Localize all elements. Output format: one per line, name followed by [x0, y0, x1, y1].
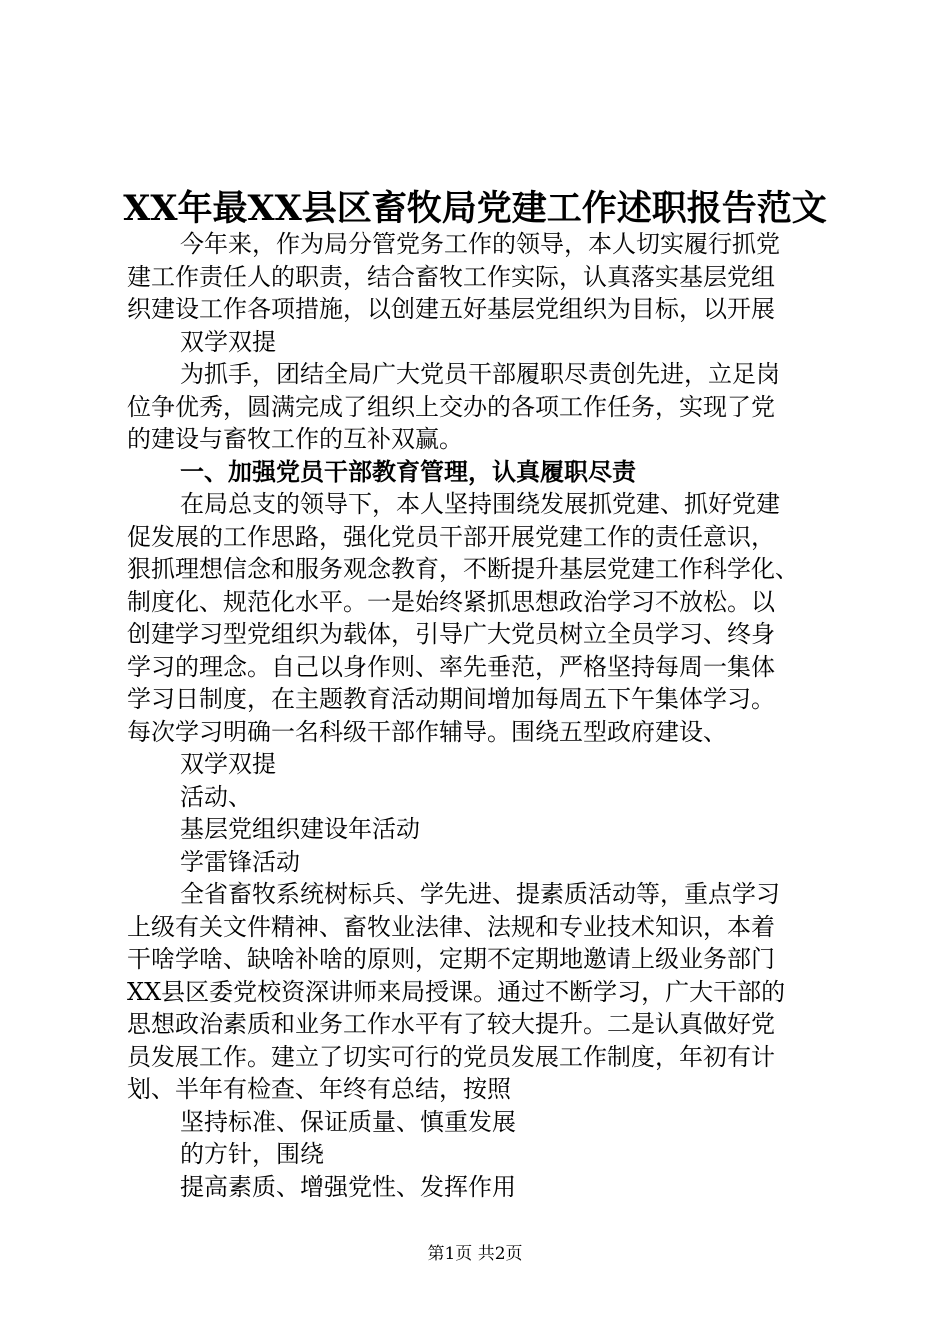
- paragraph-line: XX县区委党校资深讲师来局授课。通过不断学习，广大干部的: [127, 977, 786, 1006]
- paragraph-line: 全省畜牧系统树标兵、学先进、提素质活动等，重点学习: [180, 880, 780, 908]
- paragraph-line: 干啥学啥、缺啥补啥的原则，定期不定期地邀请上级业务部门: [127, 945, 775, 973]
- paragraph-line: 在局总支的领导下，本人坚持围绕发展抓党建、抓好党建: [180, 490, 780, 518]
- document-body: [127, 228, 837, 1203]
- paragraph-line: 活动、: [180, 782, 252, 811]
- paragraph-line: 双学双提: [180, 750, 276, 778]
- paragraph-line: 双学双提: [180, 327, 276, 356]
- paragraph-line: 狠抓理想信念和服务观念教育，不断提升基层党建工作科学化、: [127, 555, 799, 583]
- section-heading: 一、加强党员干部教育管理，认真履职尽责: [180, 456, 636, 486]
- paragraph-line: 学习日制度，在主题教育活动期间增加每周五下午集体学习。: [127, 685, 775, 713]
- paragraph-line: 每次学习明确一名科级干部作辅导。围绕五型政府建设、: [127, 717, 727, 746]
- paragraph-line: 上级有关文件精神、畜牧业法律、法规和专业技术知识，本着: [127, 912, 775, 941]
- paragraph-line: 的建设与畜牧工作的互补双赢。: [127, 425, 463, 453]
- paragraph-line: 提高素质、增强党性、发挥作用: [180, 1172, 516, 1201]
- paragraph-line: 划、半年有检查、年终有总结，按照: [127, 1075, 511, 1103]
- page-number-footer: 第1页 共2页: [427, 1244, 523, 1264]
- paragraph-line: 坚持标准、保证质量、慎重发展: [180, 1107, 516, 1136]
- paragraph-line: 员发展工作。建立了切实可行的党员发展工作制度，年初有计: [127, 1042, 775, 1071]
- paragraph-line: 今年来，作为局分管党务工作的领导，本人切实履行抓党: [180, 230, 780, 258]
- paragraph-line: 制度化、规范化水平。一是始终紧抓思想政治学习不放松。以: [127, 587, 775, 616]
- paragraph-line: 为抓手，团结全局广大党员干部履职尽责创先进，立足岗: [180, 360, 780, 388]
- paragraph-line: 基层党组织建设年活动: [180, 815, 420, 843]
- paragraph-line: 促发展的工作思路，强化党员干部开展党建工作的责任意识，: [127, 522, 775, 551]
- paragraph-line: 思想政治素质和业务工作水平有了较大提升。二是认真做好党: [127, 1010, 775, 1038]
- paragraph-line: 学习的理念。自己以身作则、率先垂范，严格坚持每周一集体: [127, 652, 775, 681]
- paragraph-line: 创建学习型党组织为载体，引导广大党员树立全员学习、终身: [127, 620, 775, 648]
- paragraph-line: 织建设工作各项措施，以创建五好基层党组织为目标，以开展: [127, 295, 775, 323]
- paragraph-line: 学雷锋活动: [180, 847, 300, 876]
- document-title: XX年最XX县区畜牧局党建工作述职报告范文: [123, 188, 827, 229]
- paragraph-line: 位争优秀，圆满完成了组织上交办的各项工作任务，实现了党: [127, 392, 775, 421]
- paragraph-line: 的方针，围绕: [180, 1140, 324, 1168]
- paragraph-line: 建工作责任人的职责，结合畜牧工作实际，认真落实基层党组: [127, 262, 775, 291]
